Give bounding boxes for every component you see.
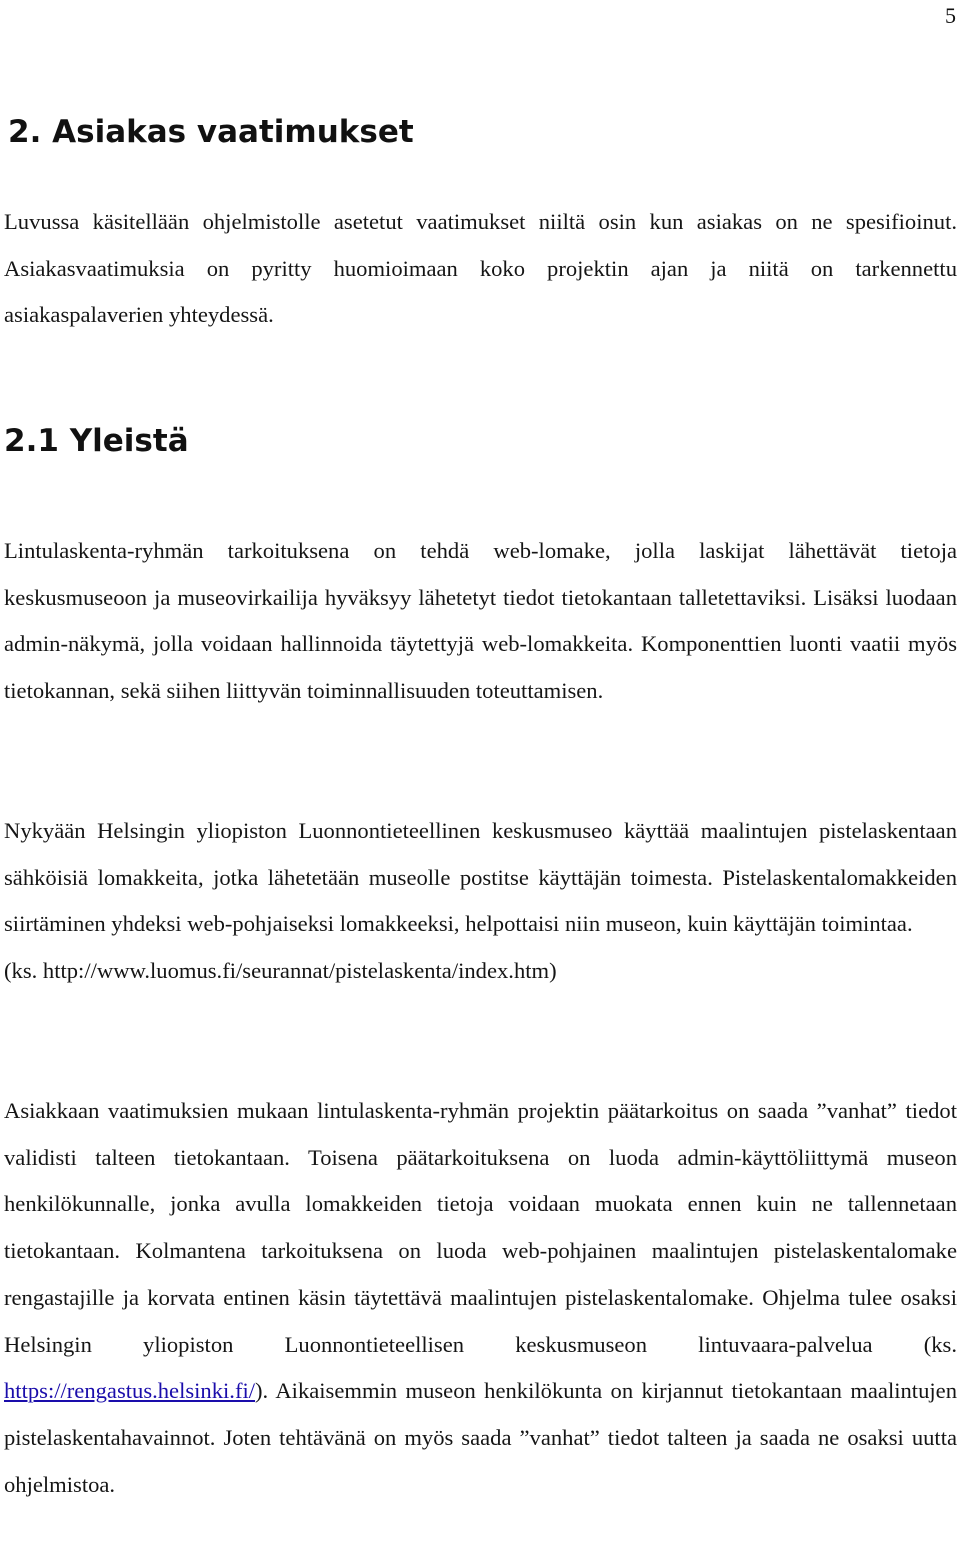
page-number: 5 [945, 3, 956, 28]
general-paragraph-2-text: Nykyään Helsingin yliopiston Luonnontieteellinen keskusmuseo käyttää maalintujen pistelaskentaan sähköisiä lomakkeita, jotka lähetetään museolle postitse käyttäjän toimesta. Pistelaskentalomakkeiden siirtäminen yhdeksi web-pohjaiseksi lomakkeeksi, helpottaisi niin museon, kuin käyttäjän toimintaa. [4, 818, 957, 937]
general-paragraph-2 [4, 808, 957, 995]
section-intro-paragraph: Luvussa käsitellään ohjelmistolle asetetut vaatimukset niiltä osin kun asiakas on ne spesifioinut. Asiakasvaatimuksia on pyritty huomioimaan koko projektin ajan ja niitä on tarkennettu asiakaspalaverien yhteydessä. [4, 209, 957, 328]
subsection-heading: 2.1 Yleistä [4, 423, 189, 459]
general-paragraph-1: Lintulaskenta-ryhmän tarkoituksena on tehdä web-lomake, jolla laskijat lähettävät tietoja keskusmuseoon ja museovirkailija hyväksyy lähetetyt tiedot tietokantaan talletettaviksi. Lisäksi luodaan admin-näkymä, jolla voidaan hallinnoida täytettyjä web-lomakkeita. Komponenttien luonti vaatii myös tietokannan, sekä siihen liittyvän toiminnallisuuden toteuttamisen. [4, 538, 957, 704]
general-paragraph-3-text-a: Asiakkaan vaatimuksien mukaan lintulaskenta-ryhmän projektin päätarkoitus on saada ”vanhat” tiedot validisti talteen tietokantaan. Toisena päätarkoituksena on luoda admin-käyttöliittymä museon henkilökunnalle, jonka avulla lomakkeiden tietoja voidaan muokata ennen kuin ne tallennetaan tietokantaan. Kolmantena tarkoituksena on luoda web-pohjainen maalintujen pistelaskentalomake rengastajille ja korvata entinen käsin täytettävä maalintujen pistelaskentalomake. Ohjelma tulee osaksi Helsingin yliopiston Luonnontieteellisen keskusmuseon lintuvaara-palvelua (ks. [4, 1098, 957, 1357]
general-paragraph-3 [4, 1088, 957, 1508]
reference-url-text: (ks. http://www.luomus.fi/seurannat/pistelaskenta/index.htm) [4, 958, 557, 984]
section-heading: 2. Asiakas vaatimukset [8, 114, 414, 150]
rengastus-link[interactable]: https://rengastus.helsinki.fi/ [4, 1378, 256, 1404]
general-paragraph-3-text-b: ). Aikaisemmin museon henkilökunta on kirjannut tietokantaan maalintujen pistelaskentahavainnot. Joten tehtävänä on myös saada ”vanhat” tiedot talteen ja saada ne osaksi uutta ohjelmistoa. [4, 1378, 957, 1497]
